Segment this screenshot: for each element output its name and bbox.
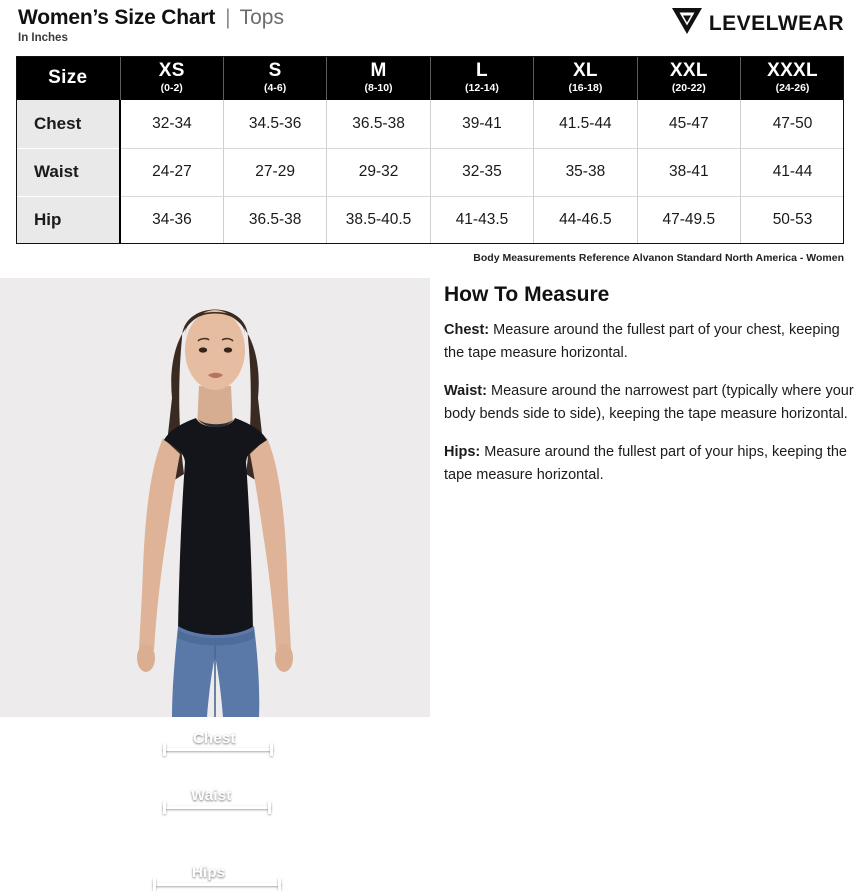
model-photo <box>0 278 430 881</box>
table-corner-label: Size <box>48 67 88 88</box>
hips-measure-cap-right <box>278 878 281 891</box>
cell-hip-s: 36.5-38 <box>223 196 326 244</box>
cell-hip-xxl: 47-49.5 <box>637 196 740 244</box>
column-range-label: (24-26) <box>775 82 810 95</box>
cell-waist-s: 27-29 <box>223 148 326 196</box>
cell-chest-m: 36.5-38 <box>327 100 430 148</box>
how-to-measure-chest <box>444 319 856 366</box>
column-range-label: (4-6) <box>264 82 287 95</box>
column-size-label: XL <box>572 60 598 82</box>
table-row <box>16 100 844 148</box>
cell-chest-s: 34.5-36 <box>223 100 326 148</box>
how-to-measure-chest-term: Chest: <box>444 322 490 338</box>
column-header-xl <box>534 56 637 100</box>
cell-hip-xs: 34-36 <box>120 196 223 244</box>
how-to-measure-hips-text: Measure around the fullest part of your hips, keeping the tape measure horizontal. <box>444 443 847 484</box>
units-label: In Inches <box>18 32 68 44</box>
cell-chest-xxl: 45-47 <box>637 100 740 148</box>
row-header-hip: Hip <box>16 196 120 244</box>
chest-measure-label: Chest <box>193 730 236 747</box>
column-range-label: (0-2) <box>160 82 183 95</box>
hips-measure-label: Hips <box>192 864 226 881</box>
page-header <box>0 0 860 56</box>
column-header-xs <box>120 56 223 100</box>
column-size-label: L <box>476 60 488 82</box>
column-size-label: M <box>370 60 387 82</box>
levelwear-chevron-logo-icon <box>672 8 702 39</box>
measurement-reference-note: Body Measurements Reference Alvanon Standard North America - Women <box>473 252 844 264</box>
cell-chest-xxxl: 47-50 <box>741 100 844 148</box>
column-header-l <box>430 56 533 100</box>
how-to-measure-waist-text: Measure around the narrowest part (typically where your body bends side to side), keeping the tape measure horizontal. <box>444 382 854 423</box>
row-header-waist: Waist <box>16 148 120 196</box>
cell-waist-l: 32-35 <box>430 148 533 196</box>
column-header-s <box>223 56 326 100</box>
table-corner-header <box>16 56 120 100</box>
waist-measure-label: Waist <box>191 787 232 804</box>
column-range-label: (16-18) <box>568 82 603 95</box>
column-size-label: S <box>268 60 282 82</box>
brand-logo <box>672 8 844 39</box>
model-illustration-icon <box>0 278 430 717</box>
how-to-measure-heading: How To Measure <box>444 283 610 306</box>
hips-measure-cap-left <box>153 878 156 891</box>
cell-hip-m: 38.5-40.5 <box>327 196 430 244</box>
column-size-label: XXL <box>669 60 708 82</box>
table-row <box>16 148 844 196</box>
size-chart-table-container <box>16 56 844 244</box>
hips-measure-line <box>153 883 281 886</box>
title-separator: | <box>225 6 231 29</box>
cell-hip-xl: 44-46.5 <box>534 196 637 244</box>
cell-waist-m: 29-32 <box>327 148 430 196</box>
cell-hip-xxxl: 50-53 <box>741 196 844 244</box>
how-to-measure-section <box>444 278 856 502</box>
row-header-chest: Chest <box>16 100 120 148</box>
column-range-label: (20-22) <box>671 82 706 95</box>
column-range-label: (8-10) <box>364 82 393 95</box>
table-row <box>16 196 844 244</box>
column-header-xxxl <box>741 56 844 100</box>
column-range-label: (12-14) <box>465 82 499 95</box>
column-size-label: XS <box>158 60 185 82</box>
how-to-measure-waist <box>444 380 856 427</box>
waist-measure-cap-left <box>163 801 166 814</box>
cell-waist-xl: 35-38 <box>534 148 637 196</box>
size-chart-table <box>16 56 844 244</box>
column-header-m <box>327 56 430 100</box>
table-header-row <box>16 56 844 100</box>
chest-measure-cap-right <box>270 743 273 756</box>
how-to-measure-hips <box>444 441 856 488</box>
chest-measure-cap-left <box>163 743 166 756</box>
how-to-measure-hips-term: Hips: <box>444 443 481 460</box>
column-header-xxl <box>637 56 740 100</box>
how-to-measure-chest-text: Measure around the fullest part of your chest, keeping the tape measure horizontal. <box>444 322 840 362</box>
brand-name: LEVELWEAR <box>708 11 844 35</box>
cell-chest-xs: 32-34 <box>120 100 223 148</box>
waist-measure-cap-right <box>268 801 271 814</box>
page-title-category: Tops <box>239 6 284 29</box>
page-title-main: Women’s Size Chart <box>18 6 216 29</box>
cell-chest-xl: 41.5-44 <box>534 100 637 148</box>
cell-hip-l: 41-43.5 <box>430 196 533 244</box>
cell-waist-xxl: 38-41 <box>637 148 740 196</box>
cell-waist-xs: 24-27 <box>120 148 223 196</box>
cell-chest-l: 39-41 <box>430 100 533 148</box>
column-size-label: XXXL <box>767 60 818 82</box>
chest-measure-line <box>163 748 273 751</box>
cell-waist-xxxl: 41-44 <box>741 148 844 196</box>
how-to-measure-waist-term: Waist: <box>444 382 487 399</box>
waist-measure-line <box>163 806 271 809</box>
